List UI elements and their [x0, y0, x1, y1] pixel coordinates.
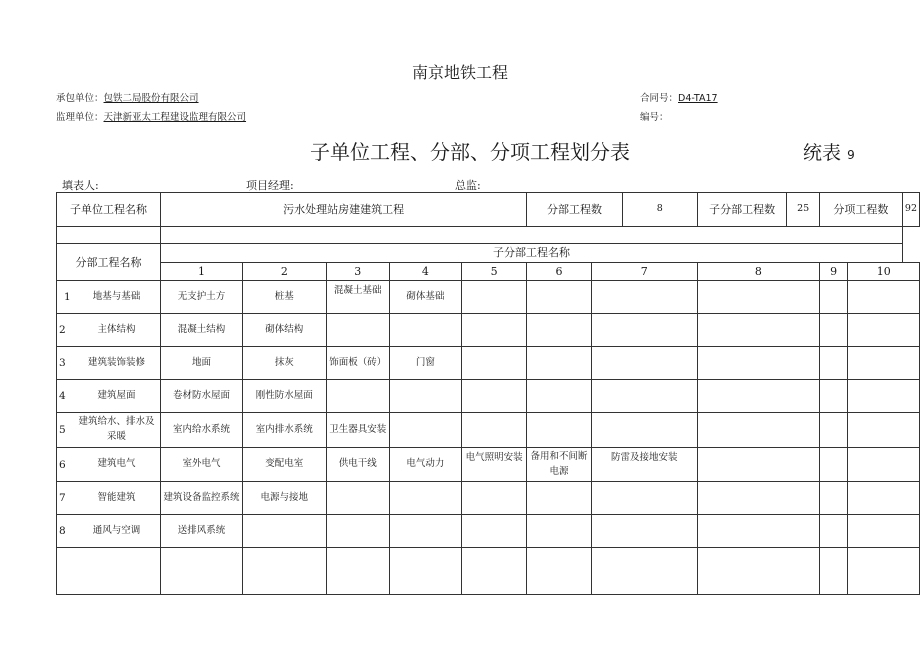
sub-division-cell — [697, 448, 819, 482]
division-name-cell — [57, 314, 161, 347]
division-name: 地基与基础 — [92, 290, 141, 302]
sub-division-cell — [848, 281, 920, 314]
column-number: 3 — [326, 263, 389, 281]
column-number: 6 — [527, 263, 591, 281]
row-number: 8 — [59, 524, 66, 537]
sub-division-cell — [326, 380, 389, 413]
sub-division-cell — [848, 380, 920, 413]
sub-division-cell: 桩基 — [242, 281, 326, 314]
sub-unit-name-label: 子单位工程名称 — [57, 193, 161, 227]
serial-no-label: 编号： — [640, 112, 669, 123]
table-row — [57, 314, 920, 347]
sub-division-cell — [819, 515, 848, 548]
division-name: 通风与空调 — [92, 524, 141, 536]
sub-division-cell — [848, 347, 920, 380]
sub-division-cell — [697, 347, 819, 380]
sub-division-cell: 地面 — [161, 347, 243, 380]
column-number: 4 — [389, 263, 461, 281]
sub-division-cell — [389, 515, 461, 548]
sub-division-cell — [819, 482, 848, 515]
sub-division-cell: 混凝土结构 — [161, 314, 243, 347]
row-number: 2 — [59, 323, 66, 336]
sub-division-cell: 卫生器具安装 — [326, 413, 389, 448]
contractor-value: 包铁二局股份有限公司 — [103, 93, 199, 104]
contractor-label: 承包单位： — [56, 93, 104, 104]
division-name: 建筑屋面 — [97, 389, 136, 401]
sub-division-cell — [527, 314, 591, 347]
serial-no-line — [640, 109, 669, 123]
sub-division-name-header: 子分部工程名称 — [161, 244, 903, 263]
contractor-line — [56, 90, 199, 104]
project-title: 南京地铁工程 — [411, 63, 508, 82]
sub-division-cell: 室外电气 — [161, 448, 243, 482]
column-number: 5 — [461, 263, 526, 281]
sub-division-cell — [697, 314, 819, 347]
row-number: 4 — [59, 389, 66, 402]
column-number: 9 — [819, 263, 848, 281]
sub-division-cell: 无支护土方 — [161, 281, 243, 314]
sub-division-cell — [697, 413, 819, 448]
sub-unit-name-value: 污水处理站房建建筑工程 — [161, 193, 527, 227]
sub-division-cell — [527, 515, 591, 548]
sub-division-cell — [591, 380, 697, 413]
form-no-value: 9 — [847, 148, 855, 162]
sub-division-cell — [591, 347, 697, 380]
item-count-label: 分项工程数 — [819, 193, 902, 227]
sub-division-cell: 建筑设备监控系统 — [161, 482, 243, 515]
form-number — [803, 138, 855, 165]
sub-division-cell: 砌体结构 — [242, 314, 326, 347]
column-number: 10 — [848, 263, 920, 281]
division-name-cell — [57, 380, 161, 413]
sub-division-cell — [461, 482, 526, 515]
sub-division-cell — [819, 347, 848, 380]
sub-division-cell — [389, 380, 461, 413]
form-title: 子单位工程、分部、分项工程划分表 — [310, 140, 630, 164]
chief-supervisor-label: 总监: — [455, 179, 481, 192]
sub-division-cell — [591, 515, 697, 548]
division-count-label: 分部工程数 — [527, 193, 622, 227]
empty-row — [57, 548, 920, 595]
sub-division-cell — [326, 482, 389, 515]
sub-division-cell — [461, 314, 526, 347]
column-number: 1 — [161, 263, 243, 281]
header-row — [57, 244, 920, 263]
sub-division-cell — [326, 314, 389, 347]
division-name-cell — [57, 482, 161, 515]
project-manager-label: 项目经理: — [246, 179, 294, 192]
sub-division-cell — [389, 482, 461, 515]
supervisor-line — [56, 109, 246, 123]
form-no-label: 统表 — [803, 142, 842, 164]
sub-division-cell: 卷材防水屋面 — [161, 380, 243, 413]
sub-division-cell: 电气动力 — [389, 448, 461, 482]
column-number: 7 — [591, 263, 697, 281]
sub-division-cell — [527, 482, 591, 515]
sub-division-cell — [461, 413, 526, 448]
sub-division-count-label: 子分部工程数 — [697, 193, 787, 227]
division-name-cell — [57, 413, 161, 448]
row-number: 5 — [59, 423, 66, 436]
sub-division-cell — [461, 515, 526, 548]
sub-division-cell — [848, 314, 920, 347]
sub-division-cell — [461, 347, 526, 380]
sub-division-cell — [527, 347, 591, 380]
sub-division-cell — [527, 413, 591, 448]
row-number: 6 — [59, 458, 66, 471]
sub-division-cell: 电气照明安装 — [461, 448, 526, 482]
table-row — [57, 515, 920, 548]
sub-division-cell — [326, 515, 389, 548]
sub-division-cell — [242, 515, 326, 548]
division-name-cell — [57, 347, 161, 380]
sub-division-cell — [819, 281, 848, 314]
division-name-cell — [57, 281, 161, 314]
table-row — [57, 281, 920, 314]
sub-division-cell — [461, 281, 526, 314]
division-name: 智能建筑 — [97, 491, 136, 503]
supervisor-value: 天津新亚太工程建设监理有限公司 — [103, 112, 247, 123]
sub-division-cell — [848, 413, 920, 448]
sub-division-cell — [591, 314, 697, 347]
spacer-row — [57, 227, 920, 244]
division-name-cell — [57, 448, 161, 482]
table-row — [57, 482, 920, 515]
row-number: 7 — [59, 491, 66, 504]
supervisor-label: 监理单位： — [56, 112, 104, 123]
division-name: 建筑装饰装修 — [88, 356, 146, 368]
division-name: 建筑给水、排水及采暖 — [78, 416, 155, 443]
sub-division-cell — [697, 482, 819, 515]
sub-division-cell: 饰面板（砖） — [326, 347, 389, 380]
sub-division-cell: 抹灰 — [242, 347, 326, 380]
summary-row — [57, 193, 920, 227]
contract-no-label: 合同号： — [640, 93, 679, 104]
sub-division-cell — [819, 413, 848, 448]
sub-division-cell — [389, 314, 461, 347]
row-number: 3 — [59, 356, 66, 369]
division-name-cell — [57, 515, 161, 548]
sub-division-cell — [591, 413, 697, 448]
division-name-header: 分部工程名称 — [57, 244, 161, 281]
sub-division-cell — [591, 482, 697, 515]
sub-division-cell — [697, 380, 819, 413]
sub-division-cell — [819, 448, 848, 482]
sub-division-cell: 门窗 — [389, 347, 461, 380]
sub-division-cell: 变配电室 — [242, 448, 326, 482]
table-row — [57, 448, 920, 482]
sub-division-cell: 电源与接地 — [242, 482, 326, 515]
sub-division-cell — [527, 281, 591, 314]
sub-division-cell — [527, 380, 591, 413]
sub-division-cell — [819, 314, 848, 347]
contract-no-line — [640, 90, 718, 104]
sub-division-cell — [389, 413, 461, 448]
sub-division-cell: 刚性防水屋面 — [242, 380, 326, 413]
sub-division-cell — [591, 281, 697, 314]
filler-label: 填表人: — [62, 179, 99, 192]
sub-division-cell: 混凝土基础 — [326, 281, 389, 314]
column-number: 8 — [697, 263, 819, 281]
division-count-value: 8 — [622, 193, 697, 227]
sub-division-cell: 砌体基础 — [389, 281, 461, 314]
contract-no-value: D4-TA17 — [678, 93, 718, 104]
sub-division-cell: 送排风系统 — [161, 515, 243, 548]
sub-division-cell: 室内排水系统 — [242, 413, 326, 448]
column-number-row — [57, 263, 920, 281]
sub-division-cell: 备用和不间断电源 — [527, 448, 591, 482]
sub-division-cell: 防雷及接地安装 — [591, 448, 697, 482]
item-count-value: 92 — [902, 193, 919, 227]
sub-division-cell — [848, 515, 920, 548]
division-table — [56, 192, 920, 595]
division-name: 主体结构 — [97, 323, 136, 335]
sub-division-cell — [819, 380, 848, 413]
sub-division-count-value: 25 — [787, 193, 820, 227]
sub-division-cell — [848, 448, 920, 482]
sub-division-cell — [848, 482, 920, 515]
row-number: 1 — [64, 290, 71, 303]
sub-division-cell — [697, 515, 819, 548]
sub-division-cell — [697, 281, 819, 314]
table-row — [57, 413, 920, 448]
division-name: 建筑电气 — [97, 458, 136, 470]
sub-division-cell: 室内给水系统 — [161, 413, 243, 448]
table-row — [57, 347, 920, 380]
sub-division-cell: 供电干线 — [326, 448, 389, 482]
column-number: 2 — [242, 263, 326, 281]
table-row — [57, 380, 920, 413]
sub-division-cell — [461, 380, 526, 413]
